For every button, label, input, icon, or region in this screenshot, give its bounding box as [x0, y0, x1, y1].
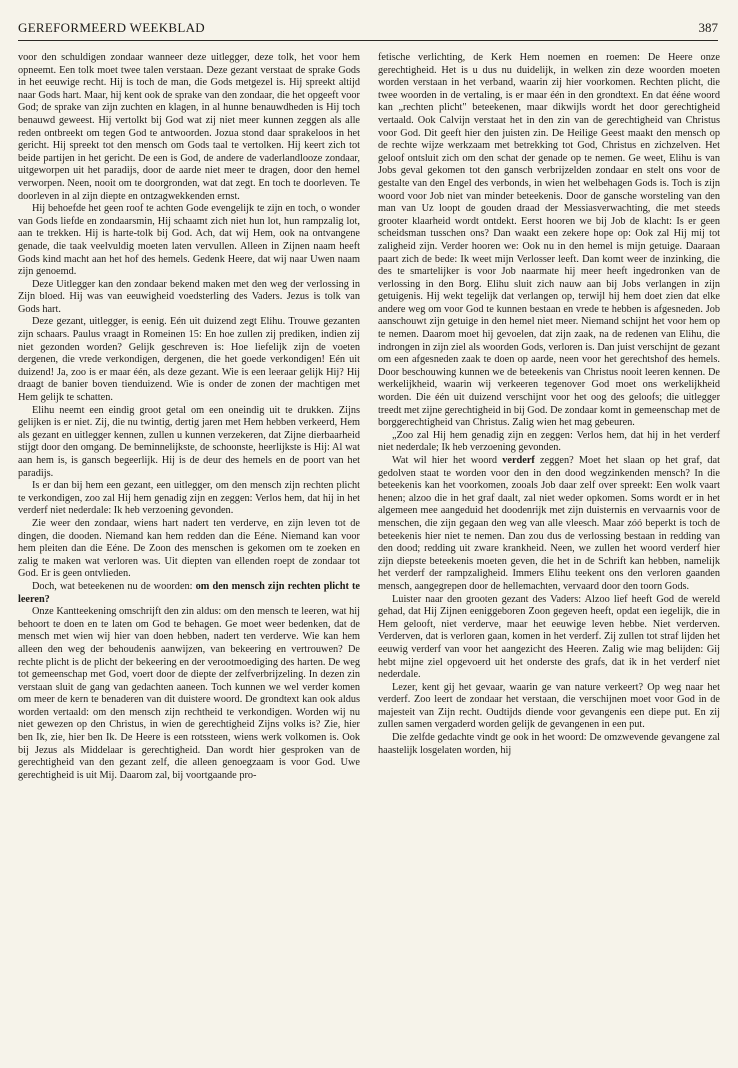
- right-column: [378, 52, 720, 757]
- bold-quote: om den mensch zijn rechten plicht te leeren?: [18, 580, 360, 605]
- paragraph: fetische verlichting, de Kerk Hem noemen en roemen: De Heere onze gerechtigheid. Het is u dus nu duidelijk, in welken zin deze woorden moeten worden verstaan in het verband, waarin zij hier voorkomen. Rechten plicht, die twee woorden in de vertaling, is er maar één in den grondtext. En dat ééne woord kan „rechten plicht" beteekenen, maar dikwijls wordt het door gerechtigheid vertaald. Ook Calvijn verstaat het in den zin van de gerechtigheid van Christus voor God. Dit geeft hier den juisten zin. De Heilige Geest maakt den mensch op de rechte wijze werkzaam met betrekking tot God, Christus en zichzelven. Het geloof ontsluit zich om den schat der genade op te nemen. Ge weet, Elihu is van Jobs geval gekomen tot den gansch verbrijzelden zondaar en stelt ons voor de gestalte van den Engel des verbonds, in wien het welbehagen Gods is. Toch is zijn woord voor Job niet van minder beteekenis. Door de gansche worsteling van den man van Uz loopt de gouden draad der Messiasverwachting, die met steeds grooter klaarheid wordt ontdekt. Eerst hooren we bij Job de klacht: Is er geen scheidsman tusschen ons? Dan waakt een zekere hope op: Ook zal Hij mij tot zaligheid zijn. Verder hooren we: Ook nu in den hemel is mijn getuige. Daaraan paart zich de bede: Ik weet mijn Verlosser leeft. Dan komt weer de inzinking, die des te smartelijker is voor Job naarmate hij meer heeft ingedronken van de verlossing in den Borg. Elihu sluit zich nauw aan bij Jobs verlangen in zijn getuigenis. Hij wekt tegelijk dat verlangen op, terwijl hij hem doet zien dat elke andere weg om voor God te kunnen bestaan en vrede te hebben is afgesneden. Job aanschouwt zijn getuige in den hemel niet meer. Niemand schijnt het voor hem op te nemen. Daarom moet hij gevoelen, dat zijn zaak, na de redenen van Elihu, die indrongen in zijn ziel als woorden Gods, verloren is. Dan juist verschijnt de gezant om een afgesneden zaak te doen op aarde, neen voor het gerechtshof des hemels. Door beschouwing kunnen we de beteekenis van Christus nooit leeren kennen. De werkelijkheid, waarin wij verkeeren tegenover God moet ons werkelijkheid worden. Die één uit duizend verschijnt voor het oog des geloofs; die uitlegger treedt met zijne gerechtigheid in bij God. De zondaar komt in gemeenschap met de borggerechtigheid van Christus. Zalig wien het mag gebeuren.: [378, 52, 720, 429]
- paragraph-text: zeggen? Moet het slaan op het graf, dat gedolven staat te worden voor den in den dood wegzinkenden mensch? In die beteekenis kan het voorkomen, zooals Job daar zelf over spreekt: Een wolk vaart henen; alzoo die in het graf daalt, zal niet weder opkomen. Soms wordt er in het algemeen mee aangeduid het doodenrijk met zijn duisternis en vervaarnis voor de menschen, die zijn gegaan den weg van alle vleesch. Maar zóó beperkt is toch de beteekenis hier niet te nemen. Dan zou dus de verlossing bestaan in redding van den dood; redding uit zware krankheid. Neen, we zullen het woord verderf hier zijn diepste beteekenis moeten geven, die het in de Schrift kan hebben, namelijk het verderf der rampzaligheid. Immers Elihu teekent ons den verloren gaanden mensch, aangegrepen door de hellemachten, vervaard door den toorn Gods.: [378, 455, 720, 592]
- paragraph: Onze Kantteekening omschrijft den zin aldus: om den mensch te leeren, wat hij behoort te doen en te laten om God te behagen. Ge moet weer bedenken, dat de mensch met wien wij hier van doen hebben, nadert ten verderve. Wie kan hem alleen den weg der behoudenis aanwijzen, van bekeering en vertrouwen? De rechte plicht is de plicht der bekeering en der verootmoediging des harten. De weg tot gemeenschap met God, voert door de diepte der zelfverbrijzeling. In dezen zin verstaan sluit de gang van gedachten aaneen. Toch kunnen we wel verder komen om meer de kern te benaderen van dit duistere woord. De grondtext kan ook aldus worden vertaald: om den mensch zijn rechtheid te verkondigen. Worden wij nu niet gewezen op den Christus, in wien de gerechtigheid Zijns volks is? Zie, hier ben Ik, zie, hier ben Ik. De Heere is een rotssteen, wiens werk volkomen is. Ook bij Jezus als Middelaar is gerechtigheid. Dan wordt hier gesproken van de gerechtigheid van den gezant zelf, die alleen genoegzaam is voor God. Uwe gerechtigheid is uit Mij. Daarom zal, bij voortgaande pro-: [18, 606, 360, 781]
- page-number: 387: [698, 20, 718, 35]
- left-column: [18, 52, 360, 782]
- paragraph: Elihu neemt een eindig groot getal om een oneindig uit te drukken. Zijns gelijken is er niet. Zij, die nu twintig, dertig jaren met Hem hebben verkeerd, Hem als gezant en uitlegger kennen, zullen u kunnen verzekeren, dat Zijne dierbaarheid stijgt door den omgang. De beminnelijkste, de schoonste, heerlijkste is Hij: Al wat aan hem is, is gansch begeerlijk. Hij is de deur des hemels en de poort van het paradijs.: [18, 404, 360, 479]
- paragraph: voor den schuldigen zondaar wanneer deze uitlegger, deze tolk, het voor hem opneemt. Een tolk moet twee talen verstaan. Deze gezant verstaat de sprake Gods in het eeuwige recht. Hij is toch de man, die Gods metgezel is. Hij spreekt altijd naar Gods hart. Maar, hij kent ook de sprake van den zondaar, die het opgeeft voor God; de sprake van zijn zuchten en klagen, in al hunne benauwdheden is Hij toch benauwd geweest. Hij vertolkt bij God wat zij niet meer kunnen zeggen als alle reden ontbreekt om tegen God te antwoorden. Jozua stond daar sprakeloos in het gericht. Hij spreekt tot den mensch om Gods taal te vertolken. Hij keert zich tot beide partijen in het gericht. De een is God, de andere de vaderlandlooze zondaar, uitgeworpen uit het paradijs, door de aarde niet meer te dragen, door den hemel verworpen. Neen, nooit om te doorgronden, wat dat zegt. En toch te doorleven. Te doorleven in al zijn diepte en ontzagwekkenden ernst.: [18, 52, 360, 202]
- paragraph: [378, 455, 720, 594]
- paragraph: „Zoo zal Hij hem genadig zijn en zeggen: Verlos hem, dat hij in het verderf niet nederdale; Ik heb verzoening gevonden.: [378, 429, 720, 454]
- page-header: [18, 18, 718, 41]
- paragraph: Is er dan bij hem een gezant, een uitlegger, om den mensch zijn rechten plicht te verkondigen, zoo zal Hij hem genadig zijn en zeggen: Verlos hem, dat hij in het verderf niet nederdale: Ik heb verzoening gevonden.: [18, 480, 360, 517]
- paragraph: Luister naar den grooten gezant des Vaders: Alzoo lief heeft God de wereld gehad, dat Hij Zijnen eeniggeboren Zoon gegeven heeft, opdat een iegelijk, die in Hem gelooft, niet verderve, maar het eeuwige leven hebbe. Niet verderven. Verderven, dat is verloren gaan, komen in het verderf. Zij zullen tot straf lijden het eeuwig verderf van voor het aangezicht des Heeren. Zalig wie mag belijden: Gij hebt mijne ziel opgevoerd uit het onderste des grafs, dat ik in het verderf niet nederdale.: [378, 593, 720, 681]
- paragraph: Lezer, kent gij het gevaar, waarin ge van nature verkeert? Op weg naar het verderf. Zoo leert de zondaar het verstaan, die verschijnen moet voor God in de majesteit van Zijn recht. Oudtijds diende voor gevangenis een diepe put. En zij zullen samen vergaderd worden gelijk de gevangenen in een put.: [378, 681, 720, 731]
- paragraph-text: Doch, wat beteekenen nu de woorden:: [32, 580, 196, 592]
- paragraph-text: Wat wil hier het woord: [392, 455, 503, 466]
- paragraph: Deze gezant, uitlegger, is eenig. Eén uit duizend zegt Elihu. Trouwe gezanten zijn schaars. Paulus vraagt in Romeinen 15: En hoe zullen zij prediken, indien zij niet gezonden worden? Gelijk geschreven is: Hoe liefelijk zijn de voeten dergenen, die vrede verkondigen, dergenen, die het goede verkondigen! Eén uit duizend! Ja, zoo is er maar één, als deze gezant. Wie is een leeraar gelijk Hij? Hij draagt de banier boven tienduizend. Wie is onder de zonen der machtigen met Hem gelijk te schatten.: [18, 316, 360, 404]
- paragraph: Deze Uitlegger kan den zondaar bekend maken met den weg der verlossing in Zijn bloed. Hij was van eeuwigheid voedsterling des Vaders. Jezus is tolk van Gods hart.: [18, 278, 360, 315]
- paragraph: Hij behoefde het geen roof te achten Gode evengelijk te zijn en toch, o wonder van Gods liefde en zondaarsmin, Hij schaamt zich niet hun lot, hun rampzalig lot, aan te trekken. Hij is harte-tolk bij God. Ach, dat wij Hem, ook na ontvangene genade, die taak veelvuldig moeten laten vervullen. Alleen in Zijnen naam heeft Gods kind macht aan het hof des hemels. Gedenk Heere, dat wij naar Uwen naam zijn genoemd.: [18, 203, 360, 278]
- paragraph: Zie weer den zondaar, wiens hart nadert ten verderve, en zijn leven tot de dingen, die dooden. Niemand kan hem redden dan die Eéne. Niemand kan voor hem pleiten dan die Eéne. De Zoon des menschen is gekomen om te zoeken en zalig te maken wat verloren was. Uit diepten van ellenden roept de zondaar tot God. Er is geen ontvlieden.: [18, 517, 360, 580]
- paragraph: Die zelfde gedachte vindt ge ook in het woord: De omzwevende gevangene zal haastelijk losgelaten worden, hij: [378, 732, 720, 756]
- bold-term: verderf: [502, 455, 535, 466]
- paragraph: [18, 581, 360, 606]
- publication-title: GEREFORMEERD WEEKBLAD: [18, 20, 205, 35]
